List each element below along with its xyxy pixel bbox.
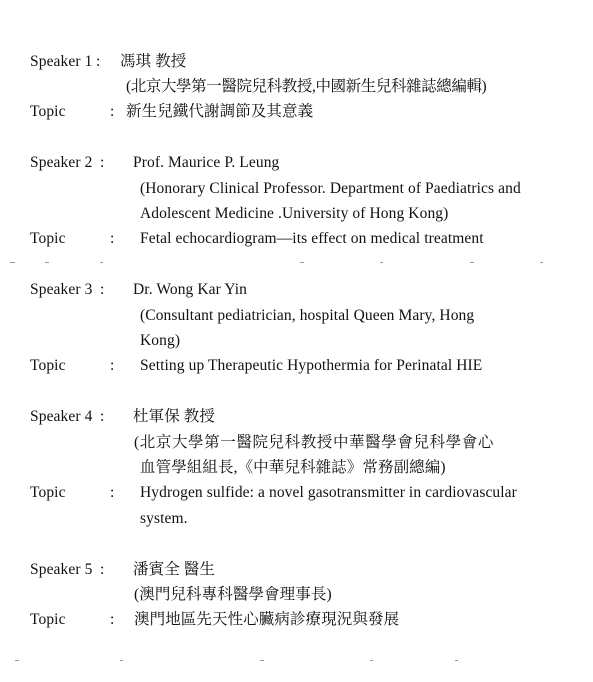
speaker-3-name: Dr. Wong Kar Yin	[133, 281, 248, 298]
scan-speck	[15, 660, 19, 661]
speaker-5-topic: 澳門地區先天性心臟病診療現況與發展	[134, 611, 400, 628]
speaker-4-topic-label: Topic	[30, 484, 66, 501]
speaker-2-topic-label: Topic	[30, 230, 66, 247]
speaker-2-colon: :	[100, 154, 105, 171]
speaker-4-colon: :	[100, 408, 105, 425]
speaker-3-colon: :	[100, 281, 105, 298]
scan-speck	[120, 660, 123, 661]
scan-speck	[45, 262, 49, 263]
speaker-3-affiliation-line-2: Kong)	[140, 332, 181, 349]
speaker-2-topic: Fetal echocardiogram—its effect on medical treatment	[140, 230, 484, 247]
speaker-4-topic-line-2: system.	[140, 510, 188, 527]
speaker-1-topic: 新生兒鐵代謝調節及其意義	[126, 103, 314, 120]
speaker-4-affiliation-line-2: 血管學組組長,《中華兒科雜誌》常務副總編)	[140, 459, 446, 476]
speaker-5-topic-colon: :	[110, 611, 115, 628]
scan-speck	[470, 262, 474, 263]
speaker-1-topic-colon: :	[110, 103, 115, 120]
speaker-5-colon: :	[100, 561, 105, 578]
speaker-1-label: Speaker 1	[30, 53, 93, 70]
speaker-3-affiliation-line-1: (Consultant pediatrician, hospital Queen Mary, Hong	[140, 307, 475, 324]
scan-speck	[540, 262, 543, 263]
speaker-5-affiliation: (澳門兒科專科醫學會理事長)	[134, 586, 332, 603]
speaker-1-colon: :	[96, 53, 101, 70]
speaker-4-topic-colon: :	[110, 484, 115, 501]
scan-speck	[455, 660, 458, 661]
speaker-2-topic-colon: :	[110, 230, 115, 247]
speaker-3-topic-label: Topic	[30, 357, 66, 374]
scan-speck	[10, 262, 15, 263]
speaker-3-label: Speaker 3	[30, 281, 93, 298]
speaker-1-name: 馮琪 教授	[120, 53, 187, 70]
speaker-5-name: 潘賓全 醫生	[133, 561, 215, 578]
speaker-4-topic-line-1: Hydrogen sulfide: a novel gasotransmitter in cardiovascular	[140, 484, 517, 501]
scan-speck	[370, 660, 373, 661]
scan-speck	[100, 262, 103, 263]
speaker-1-topic-label: Topic	[30, 103, 66, 120]
speaker-2-name: Prof. Maurice P. Leung	[133, 154, 280, 171]
speaker-5-topic-label: Topic	[30, 611, 66, 628]
speaker-4-label: Speaker 4	[30, 408, 93, 425]
scan-speck	[260, 660, 264, 661]
speaker-2-affiliation-line-2: Adolescent Medicine .University of Hong Kong)	[140, 205, 449, 222]
speaker-3-topic-colon: :	[110, 357, 115, 374]
speaker-5-label: Speaker 5	[30, 561, 93, 578]
scan-speck	[300, 262, 304, 263]
scan-speck	[380, 262, 383, 263]
speaker-2-label: Speaker 2	[30, 154, 93, 171]
speaker-2-affiliation-line-1: (Honorary Clinical Professor. Department of Paediatrics and	[140, 180, 521, 197]
speaker-4-name: 杜軍保 教授	[133, 408, 215, 425]
speaker-1-affiliation: (北京大學第一醫院兒科教授,中國新生兒科雜誌總編輯)	[126, 78, 487, 95]
speaker-3-topic: Setting up Therapeutic Hypothermia for Perinatal HIE	[140, 357, 483, 374]
speaker-4-affiliation-line-1: (北京大學第一醫院兒科教授中華醫學會兒科學會心	[134, 434, 494, 451]
